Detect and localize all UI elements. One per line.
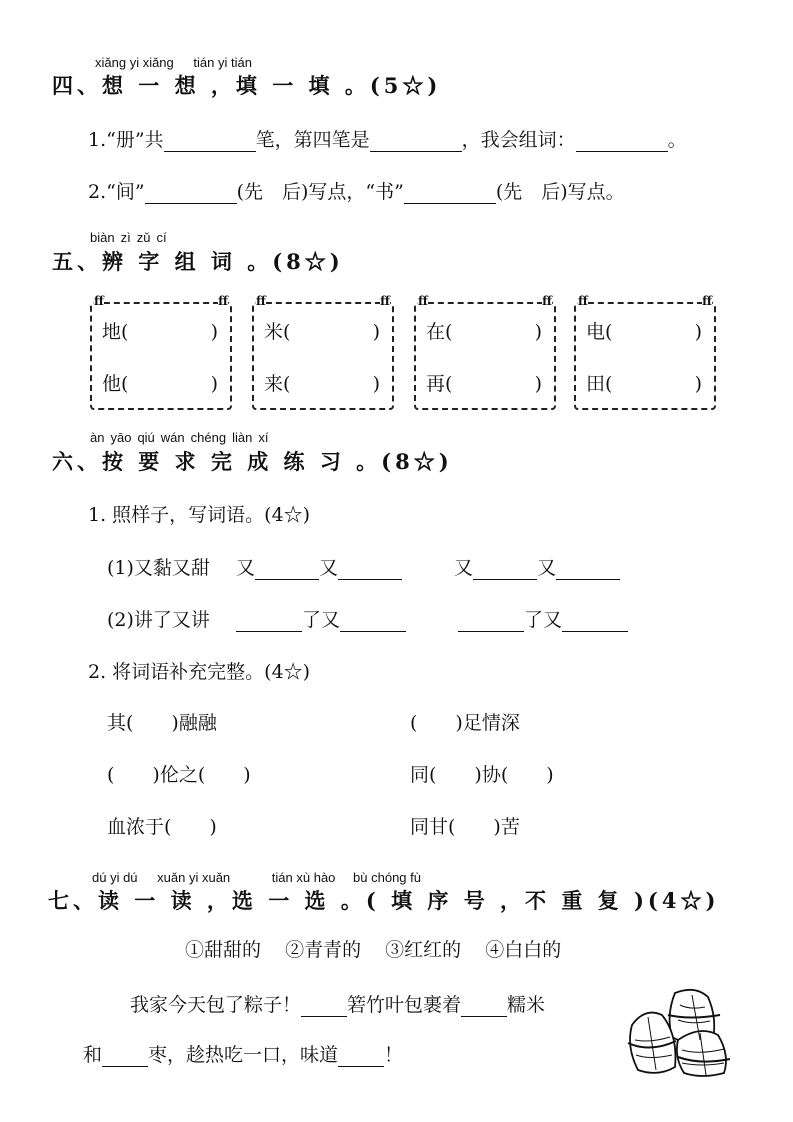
answer-blank[interactable]	[370, 133, 462, 152]
answer-blank[interactable]	[145, 185, 237, 204]
pinyin-section5	[90, 231, 173, 245]
pinyin: dú yi dú	[92, 870, 138, 885]
char-prompt: 电(	[586, 321, 613, 343]
word-box	[90, 294, 232, 410]
q-text: 1.“册”共	[88, 129, 164, 151]
char-prompt: 田(	[586, 373, 613, 395]
section7-heading: 七、读 一 读 ，选 一 选 。( 填 序 号 ，不 重 复 )(4☆)	[48, 888, 720, 913]
paren: )	[534, 321, 542, 343]
pinyin: xuǎn yi xuǎn	[157, 870, 231, 885]
answer-blank[interactable]	[576, 133, 668, 152]
word-box	[574, 294, 716, 410]
sentence-text: 和	[83, 1044, 103, 1066]
paren: )	[534, 373, 542, 395]
pinyin: yāo	[110, 430, 132, 445]
char-prompt: 地(	[102, 321, 129, 343]
section5-heading: 五、辨 字 组 词 。(8☆)	[52, 249, 344, 274]
pinyin-section6	[90, 431, 274, 445]
pinyin: xí	[258, 430, 269, 445]
paren: )	[694, 373, 702, 395]
sentence-text: ！	[384, 1044, 404, 1066]
pinyin: tián yi tián	[193, 55, 252, 70]
pinyin: cí	[156, 230, 167, 245]
word-box	[414, 294, 556, 410]
options-row	[185, 938, 561, 962]
answer-blank[interactable]	[562, 613, 628, 632]
pinyin: liàn	[232, 430, 253, 445]
section4-q2	[88, 180, 625, 204]
curl-decoration: ff	[218, 294, 228, 308]
q-text: (先 后)写点。	[495, 181, 625, 203]
answer-blank[interactable]	[404, 185, 496, 204]
paren: )	[372, 321, 380, 343]
answer-blank[interactable]	[458, 613, 524, 632]
option: ④白白的	[485, 939, 562, 961]
q-text: 2.“间”	[88, 181, 145, 203]
curl-decoration: ff	[578, 294, 588, 308]
char-prompt: 米(	[264, 321, 291, 343]
char-prompt: 再(	[426, 373, 453, 395]
idiom-item: ( )足情深	[410, 712, 520, 734]
pattern-char: 又	[537, 557, 557, 579]
pinyin: zì	[120, 230, 131, 245]
sentence-text: 糯米	[507, 994, 546, 1016]
idiom-item: 同( )协( )	[410, 764, 554, 786]
q-text: (先 后)写点，“书”	[236, 181, 404, 203]
sentence-2	[83, 1043, 403, 1067]
pinyin: àn	[90, 430, 105, 445]
answer-blank[interactable]	[473, 561, 537, 580]
curl-decoration: ff	[418, 294, 428, 308]
idiom-item: 血浓于( )	[107, 816, 217, 838]
curl-decoration: ff	[702, 294, 712, 308]
q-text: ，我会组词：	[461, 129, 576, 151]
pinyin: tián xù hào	[271, 870, 336, 885]
paren: )	[210, 321, 218, 343]
pattern-char: 了又	[524, 609, 563, 631]
section6-heading: 六、按 要 求 完 成 练 习 。(8☆)	[52, 449, 453, 474]
section4-q1	[88, 128, 687, 152]
option: ③红红的	[385, 939, 462, 961]
pinyin: zǔ	[136, 230, 151, 245]
answer-blank[interactable]	[338, 1048, 384, 1067]
answer-blank[interactable]	[236, 613, 302, 632]
curl-decoration: ff	[380, 294, 390, 308]
curl-decoration: ff	[94, 294, 104, 308]
answer-blank[interactable]	[340, 613, 406, 632]
pinyin-section7	[92, 871, 427, 885]
answer-blank[interactable]	[255, 561, 319, 580]
idiom-item: ( )伦之( )	[107, 764, 251, 786]
option: ②青青的	[285, 939, 362, 961]
curl-decoration: ff	[256, 294, 266, 308]
sentence-text: 箬竹叶包裹着	[347, 994, 462, 1016]
pinyin: chéng	[190, 430, 227, 445]
pattern-char: 又	[318, 557, 338, 579]
pinyin-section4	[95, 56, 258, 70]
part2-title: 2. 将词语补充完整。(4☆)	[88, 661, 311, 683]
pinyin: xiǎng yi xiǎng	[95, 55, 174, 70]
sentence-1	[130, 993, 545, 1017]
part1-title: 1. 照样子，写词语。(4☆)	[88, 504, 311, 526]
char-prompt: 在(	[426, 321, 453, 343]
char-prompt: 他(	[102, 373, 129, 395]
pinyin: bù chóng fù	[353, 870, 421, 885]
sentence-text: 我家今天包了粽子！	[130, 994, 302, 1016]
sentence-text: 枣，趁热吃一口，味道	[148, 1044, 339, 1066]
curl-decoration: ff	[542, 294, 552, 308]
idiom-item: 其( )融融	[107, 712, 217, 734]
pattern-char: 又	[235, 557, 255, 579]
q-text: 笔，第四笔是	[255, 129, 370, 151]
q-text: 。	[667, 129, 687, 151]
option: ①甜甜的	[185, 939, 262, 961]
answer-blank[interactable]	[338, 561, 402, 580]
paren: )	[372, 373, 380, 395]
pinyin: wán	[160, 430, 185, 445]
example-row-1	[107, 556, 620, 580]
example-text: (2)讲了又讲	[107, 609, 210, 631]
paren: )	[210, 373, 218, 395]
idiom-item: 同甘( )苦	[410, 816, 520, 838]
answer-blank[interactable]	[461, 998, 507, 1017]
answer-blank[interactable]	[164, 133, 256, 152]
answer-blank[interactable]	[301, 998, 347, 1017]
zongzi-icon	[620, 985, 740, 1080]
pattern-char: 了又	[301, 609, 340, 631]
word-box	[252, 294, 394, 410]
pinyin: biàn	[90, 230, 115, 245]
answer-blank[interactable]	[556, 561, 620, 580]
pattern-char: 又	[454, 557, 474, 579]
paren: )	[694, 321, 702, 343]
example-row-2	[107, 608, 628, 632]
pinyin: qiú	[137, 430, 155, 445]
section4-heading: 四、想 一 想 ，填 一 填 。(5☆)	[52, 73, 442, 98]
answer-blank[interactable]	[102, 1048, 148, 1067]
example-text: (1)又黏又甜	[107, 557, 210, 579]
char-prompt: 来(	[264, 373, 291, 395]
